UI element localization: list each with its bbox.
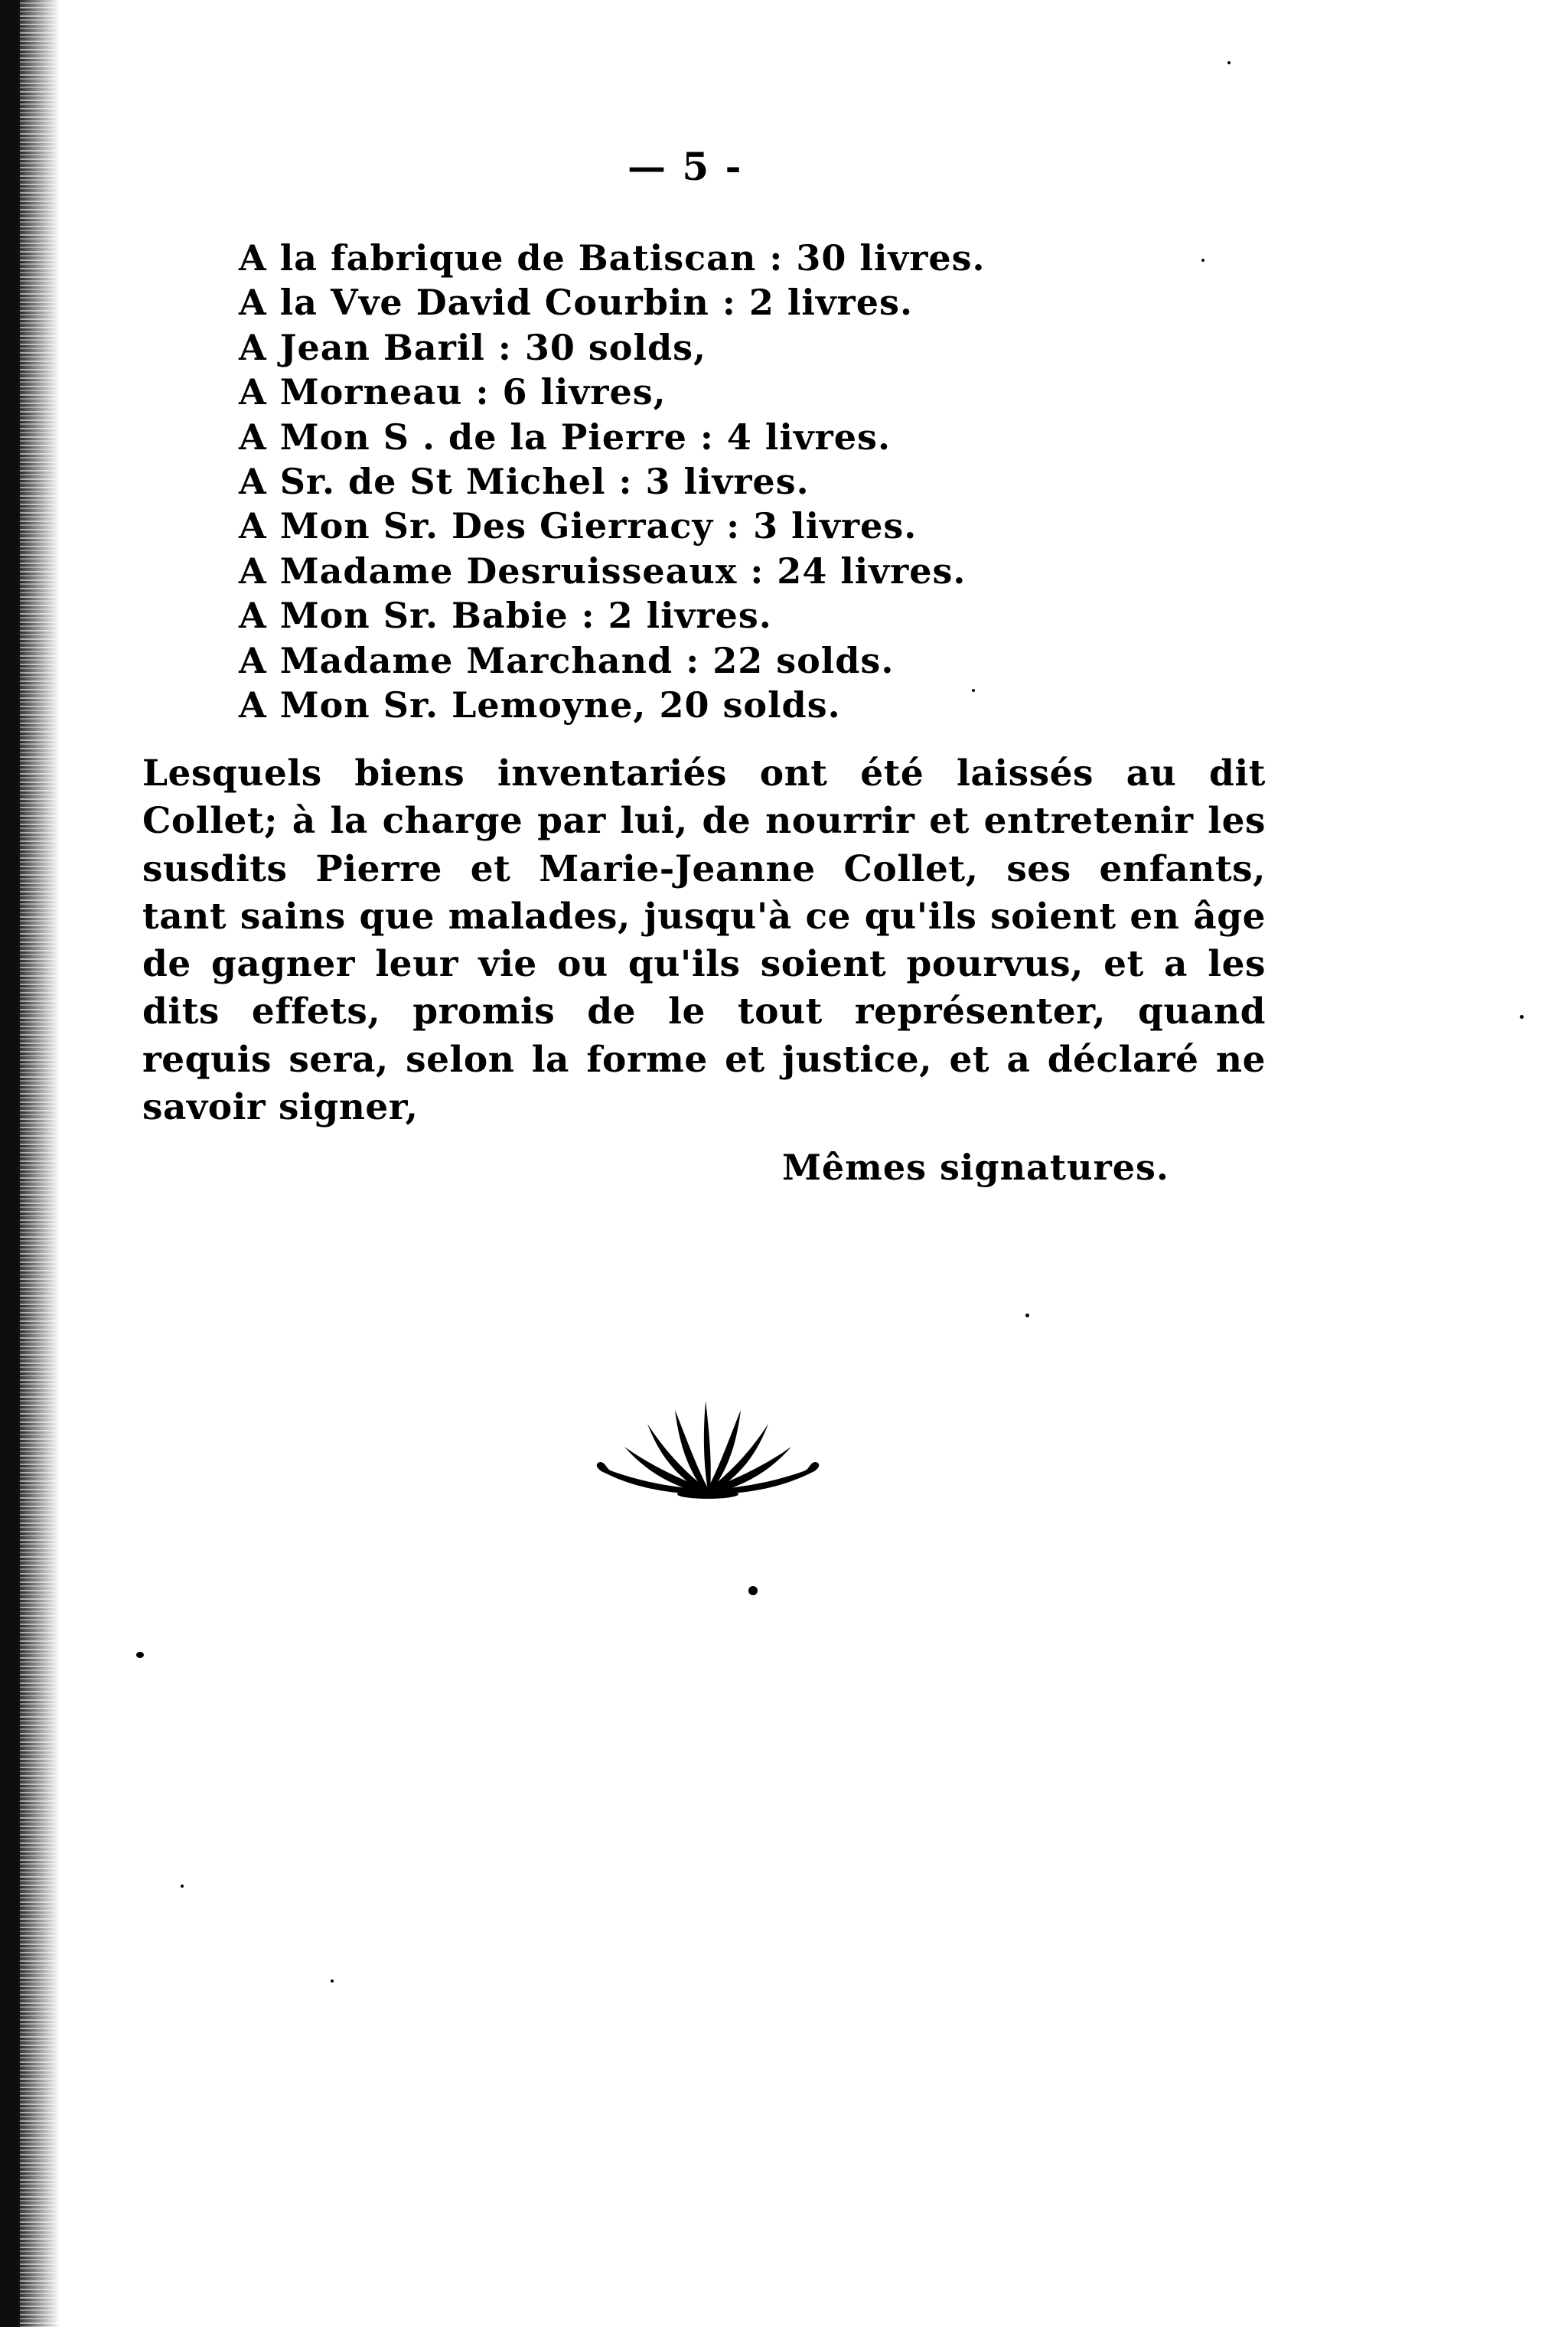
ink-speck	[1025, 1314, 1029, 1317]
ink-speck	[1227, 61, 1231, 64]
ink-speck	[748, 1586, 758, 1595]
leaf-ornament-icon	[589, 1393, 826, 1500]
list-item: A la fabrique de Batiscan : 30 livres.	[239, 237, 986, 279]
list-item: A Jean Baril : 30 solds,	[239, 326, 707, 368]
ink-speck	[181, 1885, 184, 1888]
list-item: A Mon S . de la Pierre : 4 livres.	[239, 416, 891, 458]
list-item: A Mon Sr. Babie : 2 livres.	[239, 595, 772, 637]
list-item: A Mon Sr. Lemoyne, 20 solds.	[239, 684, 841, 726]
body-paragraph: Lesquels biens inventariés ont été laissés au dit Collet; à la charge par lui, de nourrir et entretenir les susdits Pierre et Marie-Jeanne Collet, ses enfants, tant sains que malades, jusqu'à ce qu'ils soient en âge de gagner leur vie ou qu'ils soient pourvus, et a les dits effets, promis de le tout représenter, quand requis sera, selon la forme et justice, et a déclaré ne savoir signer,	[142, 752, 1266, 1129]
ink-speck	[972, 689, 975, 692]
page-number: — 5 -	[628, 144, 743, 189]
inventory-list	[239, 236, 986, 727]
binding-edge	[0, 0, 60, 2327]
signatures-line: Mêmes signatures.	[782, 1147, 1169, 1188]
ink-speck	[1520, 1015, 1524, 1019]
list-item: A Mon Sr. Des Gierracy : 3 livres.	[239, 505, 918, 547]
ink-speck	[136, 1652, 144, 1658]
ink-speck	[331, 1979, 334, 1983]
ink-speck	[1201, 259, 1205, 262]
list-item: A Sr. de St Michel : 3 livres.	[239, 461, 810, 503]
list-item: A Madame Desruisseaux : 24 livres.	[239, 550, 967, 592]
list-item: A Morneau : 6 livres,	[239, 371, 667, 413]
list-item: A Madame Marchand : 22 solds.	[239, 639, 895, 681]
list-item: A la Vve David Courbin : 2 livres.	[239, 282, 913, 324]
